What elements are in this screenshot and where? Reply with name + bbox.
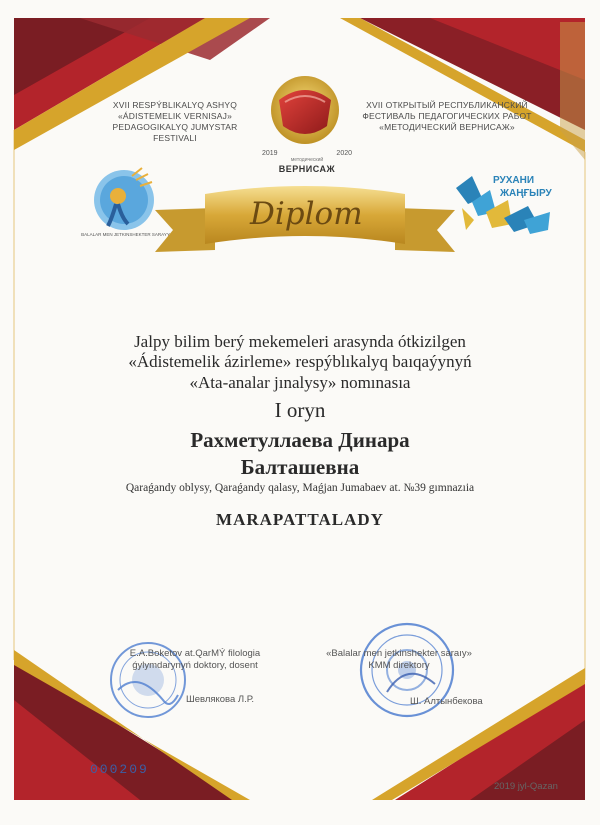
emblem-subtitle: методический <box>290 157 324 163</box>
serial-number: 000209 <box>90 762 149 777</box>
recipient-name-line1: Рахметуллаева Динара <box>190 428 410 452</box>
emblem-years: 2019 2020 <box>262 150 352 157</box>
header-right-text: XVII ОТКРЫТЫЙ РЕСПУБЛИКАНСКИЙ ФЕСТИВАЛЬ ПЕДАГОГИЧЕСКИХ РАБОТ «МЕТОДИЧЕСКИЙ ВЕРНИСАЖ» <box>362 100 532 132</box>
left-logo-caption: BALALAR MEN JETKINSHEKTER SARAYY <box>81 232 170 237</box>
left-signatory-name: Шевлякова Л.Р. <box>186 694 254 705</box>
right-logo-line1: РУХАНИ <box>493 175 535 186</box>
body-line-1: Jalpy bilim berý mekemeleri arasynda ótkizilgen <box>134 332 466 351</box>
right-signatory-name: Ш. Алтынбекова <box>410 696 483 707</box>
emblem-name: ВЕРНИСАЖ <box>278 164 336 174</box>
award-text: MARAPATTALADY <box>216 510 384 529</box>
left-signatory-title: E.A.Boketov at.QarMÝ filologia ǵylymdarynyń doktory, dosent <box>129 648 261 671</box>
header-left-text: XVII RESPÝBLIKALYQ ASHYQ «ÁDISTEMELIK VERNISAJ» PEDAGOGIKALYQ JUMYSTAR FESTIVALI <box>112 100 238 143</box>
diploma-title: Diplom <box>250 196 363 232</box>
recipient-name-line2: Балташевна <box>240 455 360 479</box>
school-text: Qaraǵandy oblysy, Qaraǵandy qalasy, Maǵjan Jumabaev at. №39 gımnazıia <box>125 482 475 494</box>
body-line-3: «Ata-analar jınalysy» nomınasıa <box>189 373 411 392</box>
body-line-2: «Ádistemelik ázirleme» respýblıkalyq baıqaýynyń <box>128 352 472 371</box>
right-logo-line2: ЖАҢҒЫРУ <box>500 188 552 199</box>
date-place: 2019 jyl-Qazan <box>494 781 558 792</box>
place-text: I oryn <box>274 398 326 422</box>
right-signatory-title: «Balalar men jetkinshekter saraıy» KMM direktory <box>326 648 472 671</box>
